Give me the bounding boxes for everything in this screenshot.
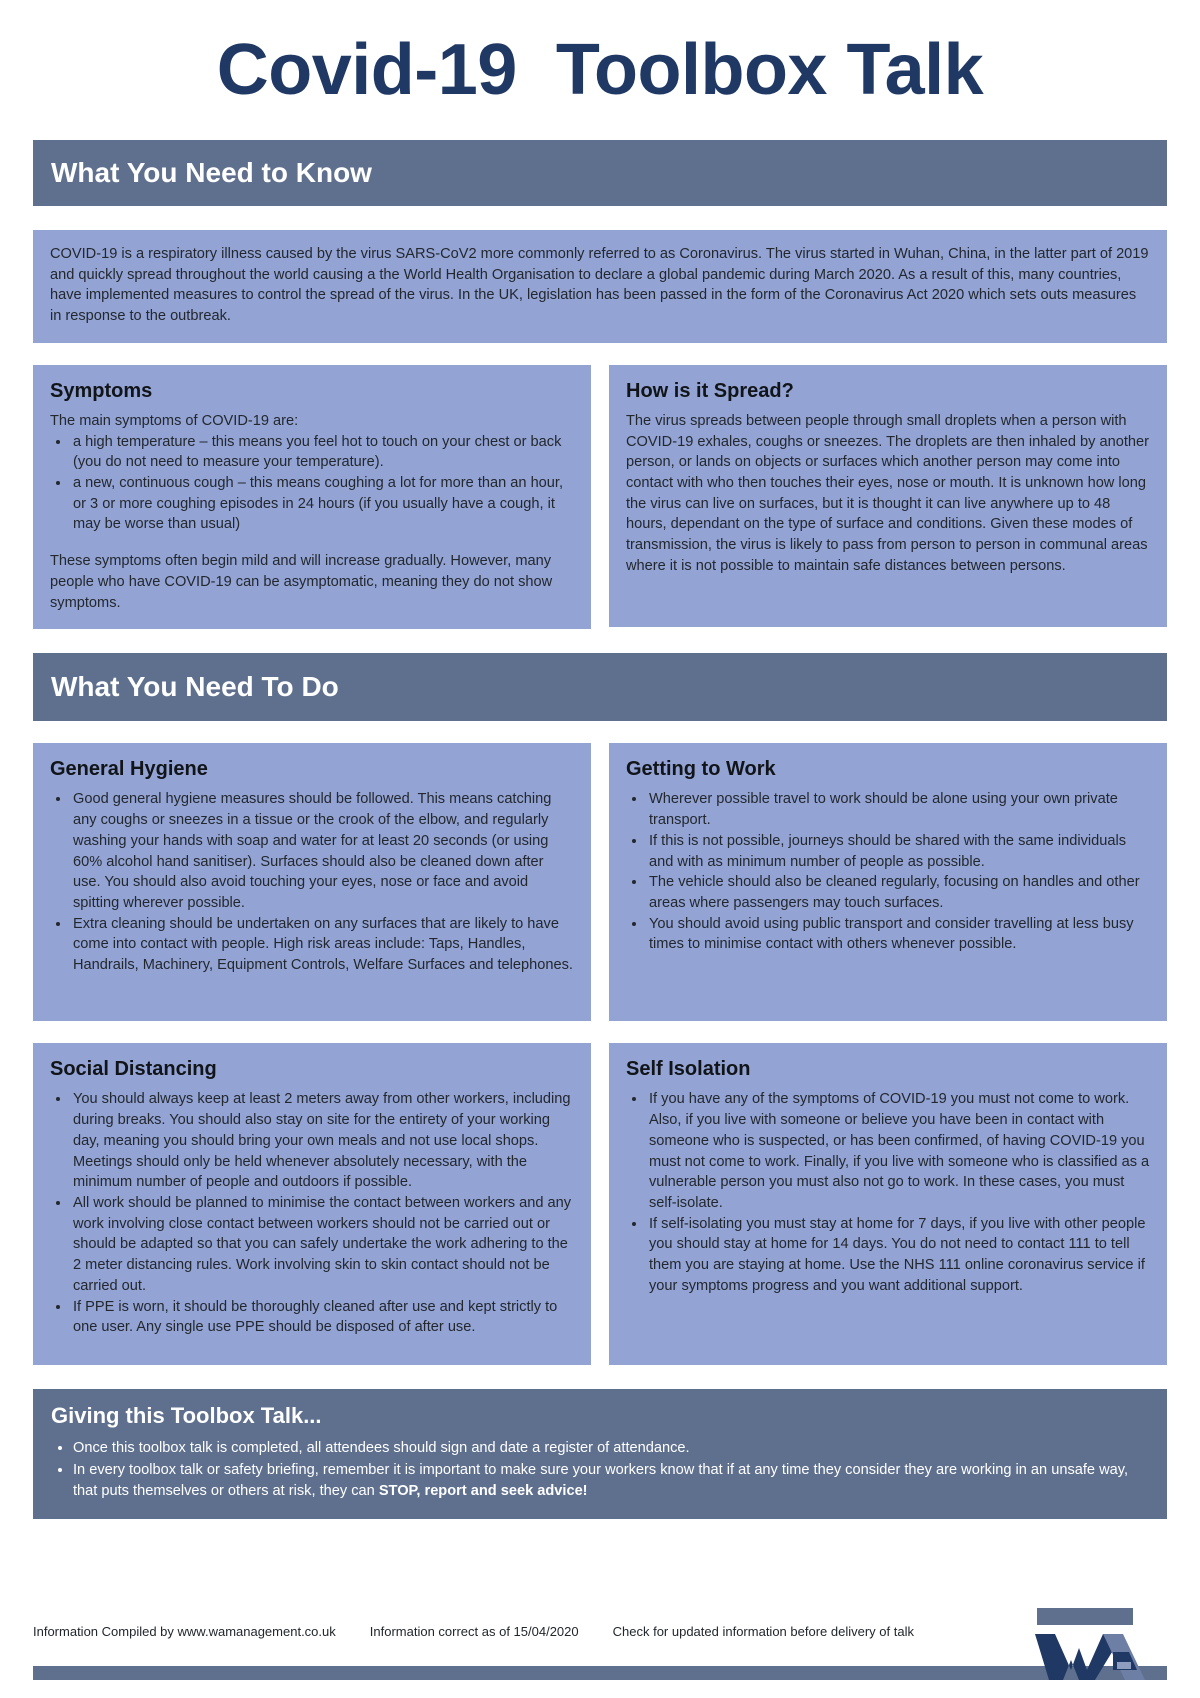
list-item: • You should avoid using public transport and consider travelling at less busy times to minimise contact with others whenever possible. [647,914,1150,955]
row-know [33,365,1167,629]
card-heading-hygiene: General Hygiene [50,758,208,781]
row-do [33,743,1167,1365]
list-item: • Wherever possible travel to work should be alone using your own private transport. [647,789,1150,830]
giving-bullet2-emphasis: STOP, report and seek advice! [378,1482,588,1499]
list-item: • If PPE is worn, it should be thoroughly cleaned after use and kept strictly to one user. Any single use PPE should be disposed of after use. [71,1297,574,1338]
list-item: • a high temperature – this means you feel hot to touch on your chest or back (you do not need to measure your temperature). [71,432,574,473]
self-isolation-list [647,1089,1150,1296]
section-banner-what-you-need-to-know [33,140,1167,206]
social-distancing-list [71,1089,574,1338]
list-item: • Extra cleaning should be undertaken on any surfaces that are likely to have come into contact with people. High risk areas include: Taps, Handles, Handrails, Machinery, Equipment Controls, Welfare Surfaces and telephones. [71,914,574,976]
list-item: • All work should be planned to minimise the contact between workers and any work involving close contact between workers should not be carried out or should be adapted so that you can safely undertake the work adhering to the 2 meter distancing rules. Work involving skin to skin contact should not be carried out. [71,1193,574,1297]
giving-list [73,1438,1149,1501]
giving-bullet2-text: In every toolbox talk or safety briefing, remember it is important to make sure your workers know that if at any time they consider they are working in an unsafe way, that puts themselves or others at risk, they can [73,1462,1129,1499]
banner-label-know: What You Need to Know [51,157,372,188]
footer-correct-as-of: Information correct as of 15/04/2020 [369,1624,579,1639]
card-symptoms [33,365,591,629]
column-right-do [609,743,1167,1365]
card-self-isolation [609,1043,1167,1365]
footer-bar-left [33,1666,1018,1680]
card-general-hygiene [33,743,591,1021]
card-getting-to-work [609,743,1167,1021]
footer-compiled-by: Information Compiled by www.wamanagement.co.uk [33,1624,336,1639]
footer [33,1620,1167,1680]
card-heading-symptoms: Symptoms [50,379,153,402]
banner-label-do: What You Need To Do [51,671,339,703]
section-banner-what-you-need-to-do [33,653,1167,721]
card-heading-social-distancing: Social Distancing [50,1058,217,1081]
list-item: • Good general hygiene measures should be followed. This means catching any coughs or sneezes in a tissue or the crook of the elbow, and regularly washing your hands with soap and water for at least 20 seconds (or using 60% alcohol hand sanitiser). Surfaces should also be cleaned down after use. You should also avoid touching your eyes, nose or face and avoid spitting wherever possible. [71,789,574,913]
list-item: • If self-isolating you must stay at home for 7 days, if you live with other people you should stay at home for 14 days. You do not need to contact 111 to tell them you are staying at home. Use the NHS 111 online coronavirus service if your symptoms progress and you want additional support. [647,1214,1150,1297]
getting-to-work-list [647,789,1150,955]
card-heading-spread: How is it Spread? [626,379,794,402]
giving-heading: Giving this Toolbox Talk... [51,1403,322,1429]
giving-toolbox-talk-panel [33,1389,1167,1518]
card-social-distancing [33,1043,591,1365]
spread-paragraph: The virus spreads between people through small droplets when a person with COVID-19 exhales, coughs or sneezes. The droplets are then inhaled by another person, or lands on objects or surfaces which another person may come into contact with who then touches their eyes, nose or mouth. It is unknown how long the virus can live on surfaces, but it is thought it can live anywhere up to 48 hours, dependant on the type of surface and conditions. Given these modes of transmission, the virus is likely to pass from person to person in communal areas where it is not possible to maintain safe distances between persons. [626,412,1149,574]
wa-logo-icon [1029,1608,1161,1680]
symptoms-lead: The main symptoms of COVID-19 are: [50,412,299,429]
list-item: • If you have any of the symptoms of COVID-19 you must not come to work. Also, if you live with someone or believe you have been in contact with someone who is suspected, or has been confirmed, of having COVID-19 you must not come to work. Finally, if you live with someone who is classified as a vulnerable person you must also not go to work. In these cases, you must self-isolate. [647,1089,1150,1213]
column-left-know [33,365,591,629]
column-left-do [33,743,591,1365]
list-item: • a new, continuous cough – this means coughing a lot for more than an hour, or 3 or more coughing episodes in 24 hours (if you usually have a cough, it may be worse than usual) [71,473,574,535]
column-right-know [609,365,1167,629]
footer-text-line [33,1620,1167,1639]
title-container [33,0,1167,140]
list-item [73,1460,1149,1501]
footer-check-note: Check for updated information before delivery of talk [612,1624,914,1639]
card-heading-self-isolation: Self Isolation [626,1058,751,1081]
list-item: • You should always keep at least 2 meters away from other workers, including during breaks. You should also stay on site for the entirety of your working day, meaning you should bring your own meals and not use local shops. Meetings should only be held whenever absolutely necessary, with the minimum number of people and outdoors if possible. [71,1089,574,1193]
page-title: Covid-19 Toolbox Talk [216,30,984,110]
hygiene-list [71,789,574,975]
intro-paragraph: COVID-19 is a respiratory illness caused by the virus SARS-CoV2 more commonly referred to as Coronavirus. The virus started in Wuhan, China, in the latter part of 2019 and quickly spread throughout the world causing a the World Health Organisation to declare a global pandemic during March 2020. As a result of this, many countries, have implemented measures to control the spread of the virus. In the UK, legislation has been passed in the form of the Coronavirus Act 2020 which sets outs measures in response to the outbreak. [50,246,1149,325]
list-item: • If this is not possible, journeys should be shared with the same individuals and with as minimum number of people as possible. [647,831,1150,872]
intro-block [33,230,1167,343]
card-how-is-it-spread [609,365,1167,627]
card-heading-getting-to-work: Getting to Work [626,758,776,781]
list-item: • The vehicle should also be cleaned regularly, focusing on handles and other areas where passengers may touch surfaces. [647,872,1150,913]
symptoms-list [71,432,574,536]
symptoms-closing: These symptoms often begin mild and will increase gradually. However, many people who have COVID-19 can be asymptomatic, meaning they do not show symptoms. [50,553,553,611]
list-item: • Once this toolbox talk is completed, all attendees should sign and date a register of attendance. [73,1438,1149,1459]
